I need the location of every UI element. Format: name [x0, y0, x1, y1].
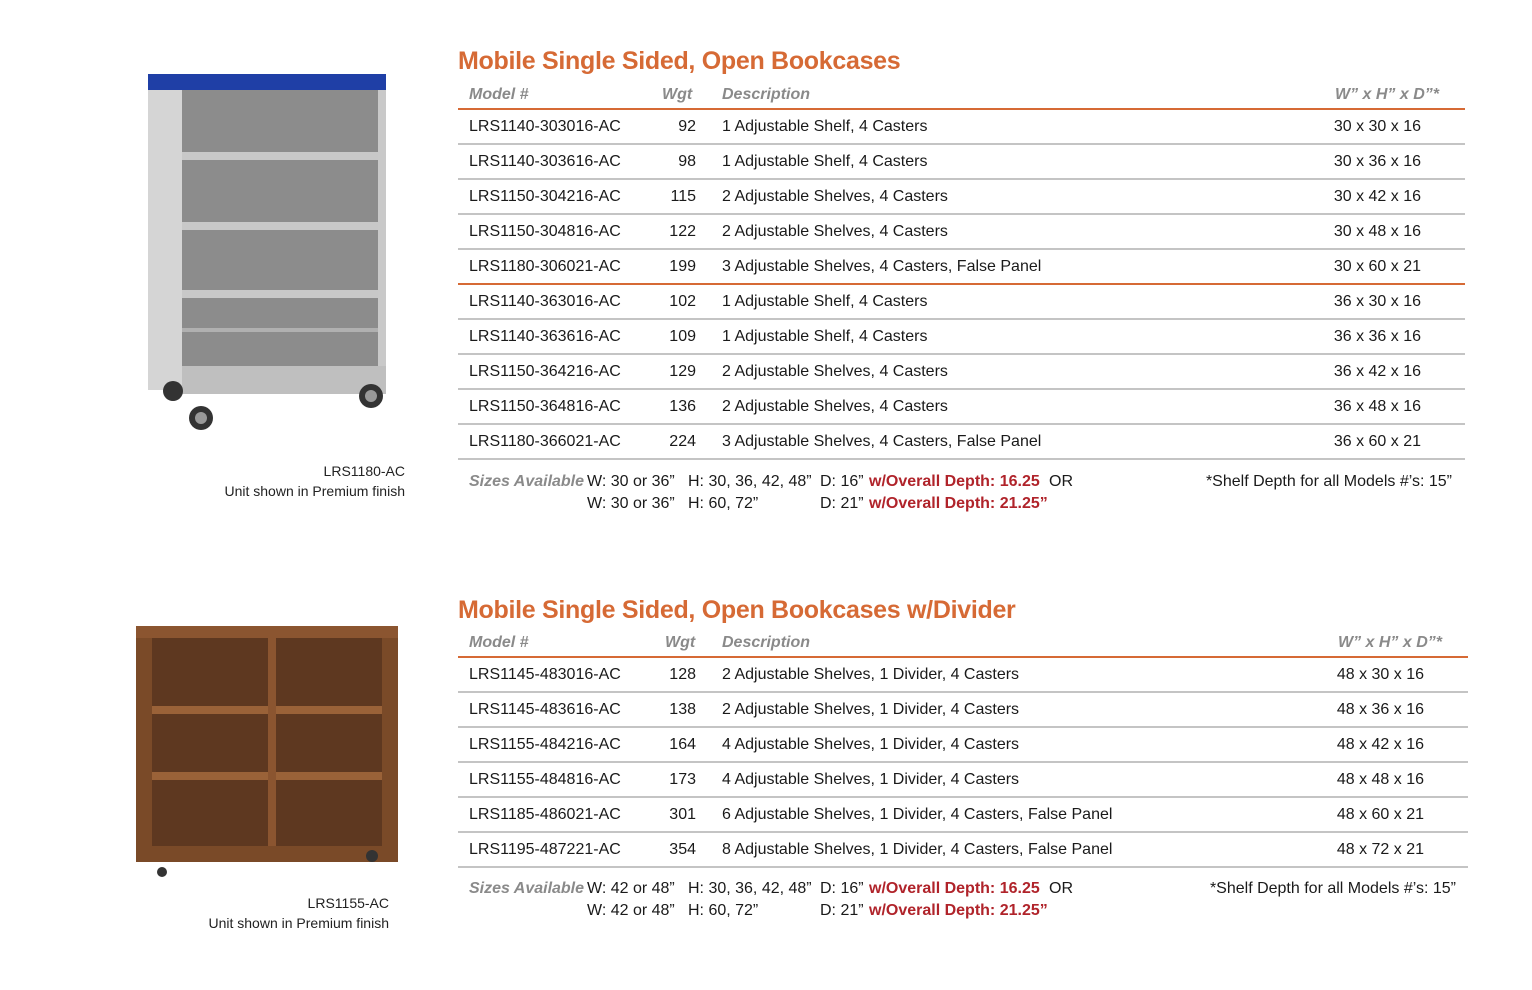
row-wgt: 164 — [669, 736, 696, 753]
table-row — [458, 145, 1465, 180]
row-description: 1 Adjustable Shelf, 4 Casters — [722, 293, 928, 310]
table-header — [458, 628, 1468, 658]
header-model: Model # — [469, 634, 529, 651]
spec-table — [458, 628, 1468, 868]
section-title: Mobile Single Sided, Open Bookcases w/Divider — [458, 596, 1016, 624]
overall-depth: w/Overall Depth: 16.25 — [869, 473, 1040, 490]
bookcase-image — [140, 66, 396, 438]
size-width: W: 42 or 48” — [587, 902, 675, 919]
row-model: LRS1150-304216-AC — [469, 188, 621, 205]
row-dimensions: 36 x 30 x 16 — [1333, 293, 1421, 310]
header-model: Model # — [469, 86, 529, 103]
row-dimensions: 48 x 30 x 16 — [1336, 666, 1424, 683]
row-description: 8 Adjustable Shelves, 1 Divider, 4 Casters, False Panel — [722, 841, 1113, 858]
row-model: LRS1185-486021-AC — [469, 806, 621, 823]
row-dimensions: 30 x 30 x 16 — [1333, 118, 1421, 135]
table-row — [458, 320, 1465, 355]
row-dimensions: 48 x 72 x 21 — [1336, 841, 1424, 858]
row-wgt: 102 — [669, 293, 696, 310]
row-description: 6 Adjustable Shelves, 1 Divider, 4 Casters, False Panel — [722, 806, 1113, 823]
size-height: H: 30, 36, 42, 48” — [688, 473, 812, 490]
row-model: LRS1180-306021-AC — [469, 258, 621, 275]
row-model: LRS1150-304816-AC — [469, 223, 621, 240]
row-description: 1 Adjustable Shelf, 4 Casters — [722, 328, 928, 345]
header-wgt: Wgt — [665, 634, 696, 651]
row-dimensions: 36 x 42 x 16 — [1333, 363, 1421, 380]
spec-table — [458, 80, 1465, 460]
row-model: LRS1195-487221-AC — [469, 841, 621, 858]
row-description: 2 Adjustable Shelves, 1 Divider, 4 Casters — [722, 666, 1020, 683]
table-row — [458, 693, 1468, 728]
row-description: 1 Adjustable Shelf, 4 Casters — [722, 153, 928, 170]
sizes-label: Sizes Available — [469, 473, 585, 490]
table-row — [458, 215, 1465, 250]
row-model: LRS1150-364816-AC — [469, 398, 621, 415]
row-description: 3 Adjustable Shelves, 4 Casters, False Panel — [722, 258, 1042, 275]
size-width: W: 42 or 48” — [587, 880, 675, 897]
row-wgt: 173 — [669, 771, 696, 788]
row-model: LRS1145-483016-AC — [469, 666, 621, 683]
row-description: 4 Adjustable Shelves, 1 Divider, 4 Casters — [722, 736, 1020, 753]
sizes-label: Sizes Available — [469, 880, 585, 897]
row-description: 1 Adjustable Shelf, 4 Casters — [722, 118, 928, 135]
image-caption — [174, 893, 389, 933]
row-dimensions: 48 x 36 x 16 — [1336, 701, 1424, 718]
row-dimensions: 36 x 60 x 21 — [1333, 433, 1421, 450]
table-row — [458, 728, 1468, 763]
row-description: 4 Adjustable Shelves, 1 Divider, 4 Casters — [722, 771, 1020, 788]
image-caption — [190, 461, 405, 501]
row-wgt: 301 — [669, 806, 696, 823]
row-description: 2 Adjustable Shelves, 1 Divider, 4 Casters — [722, 701, 1020, 718]
table-row — [458, 425, 1465, 460]
table-header — [458, 80, 1465, 110]
overall-depth: w/Overall Depth: 21.25” — [869, 495, 1048, 512]
header-dimensions: W” x H” x D”* — [1334, 86, 1439, 103]
row-wgt: 92 — [678, 118, 696, 135]
shelf-depth-note: *Shelf Depth for all Models #’s: 15” — [1209, 880, 1456, 897]
header-description: Description — [722, 86, 811, 103]
row-dimensions: 48 x 42 x 16 — [1336, 736, 1424, 753]
caption-model: LRS1180-AC — [323, 463, 405, 479]
row-dimensions: 30 x 60 x 21 — [1333, 258, 1421, 275]
size-or: OR — [1049, 473, 1073, 490]
table-row — [458, 180, 1465, 215]
row-model: LRS1180-366021-AC — [469, 433, 621, 450]
header-description: Description — [722, 634, 811, 651]
header-wgt: Wgt — [662, 86, 693, 103]
row-wgt: 122 — [669, 223, 696, 240]
row-dimensions: 30 x 48 x 16 — [1333, 223, 1421, 240]
caption-model: LRS1155-AC — [307, 895, 389, 911]
bookcase-divider-image — [132, 620, 402, 882]
row-dimensions: 36 x 48 x 16 — [1333, 398, 1421, 415]
size-height: H: 60, 72” — [688, 495, 759, 512]
row-model: LRS1140-303616-AC — [469, 153, 621, 170]
row-model: LRS1145-483616-AC — [469, 701, 621, 718]
row-dimensions: 48 x 48 x 16 — [1336, 771, 1424, 788]
size-depth: D: 21” — [820, 495, 864, 512]
row-dimensions: 30 x 36 x 16 — [1333, 153, 1421, 170]
table-row — [458, 355, 1465, 390]
row-model: LRS1155-484216-AC — [469, 736, 621, 753]
size-depth: D: 21” — [820, 902, 864, 919]
size-depth: D: 16” — [820, 880, 864, 897]
size-depth: D: 16” — [820, 473, 864, 490]
section-title: Mobile Single Sided, Open Bookcases — [458, 47, 901, 75]
row-wgt: 224 — [669, 433, 696, 450]
sizes-available — [469, 878, 1109, 924]
row-dimensions: 48 x 60 x 21 — [1336, 806, 1424, 823]
row-dimensions: 30 x 42 x 16 — [1333, 188, 1421, 205]
caption-finish: Unit shown in Premium finish — [224, 483, 405, 499]
row-model: LRS1140-303016-AC — [469, 118, 621, 135]
size-width: W: 30 or 36” — [587, 473, 675, 490]
row-description: 2 Adjustable Shelves, 4 Casters — [722, 398, 948, 415]
row-description: 2 Adjustable Shelves, 4 Casters — [722, 188, 948, 205]
table-row — [458, 833, 1468, 868]
row-wgt: 98 — [678, 153, 696, 170]
row-wgt: 128 — [669, 666, 696, 683]
size-or: OR — [1049, 880, 1073, 897]
table-row — [458, 250, 1465, 285]
row-wgt: 199 — [669, 258, 696, 275]
row-description: 2 Adjustable Shelves, 4 Casters — [722, 223, 948, 240]
table-row — [458, 658, 1468, 693]
caption-finish: Unit shown in Premium finish — [208, 915, 389, 931]
row-model: LRS1150-364216-AC — [469, 363, 621, 380]
table-row — [458, 390, 1465, 425]
row-wgt: 354 — [669, 841, 696, 858]
row-wgt: 115 — [670, 188, 696, 205]
table-row — [458, 110, 1465, 145]
overall-depth: w/Overall Depth: 21.25” — [869, 902, 1048, 919]
row-description: 3 Adjustable Shelves, 4 Casters, False Panel — [722, 433, 1042, 450]
row-model: LRS1140-363016-AC — [469, 293, 621, 310]
row-wgt: 109 — [669, 328, 696, 345]
header-dimensions: W” x H” x D”* — [1337, 634, 1442, 651]
row-dimensions: 36 x 36 x 16 — [1333, 328, 1421, 345]
row-wgt: 138 — [669, 701, 696, 718]
shelf-depth-note: *Shelf Depth for all Models #’s: 15” — [1205, 473, 1452, 490]
overall-depth: w/Overall Depth: 16.25 — [869, 880, 1040, 897]
table-row — [458, 798, 1468, 833]
size-width: W: 30 or 36” — [587, 495, 675, 512]
table-row — [458, 763, 1468, 798]
row-wgt: 136 — [669, 398, 696, 415]
size-height: H: 30, 36, 42, 48” — [688, 880, 812, 897]
row-description: 2 Adjustable Shelves, 4 Casters — [722, 363, 948, 380]
row-wgt: 129 — [669, 363, 696, 380]
table-row — [458, 285, 1465, 320]
size-height: H: 60, 72” — [688, 902, 759, 919]
sizes-available — [469, 471, 1109, 517]
row-model: LRS1155-484816-AC — [469, 771, 621, 788]
row-model: LRS1140-363616-AC — [469, 328, 621, 345]
